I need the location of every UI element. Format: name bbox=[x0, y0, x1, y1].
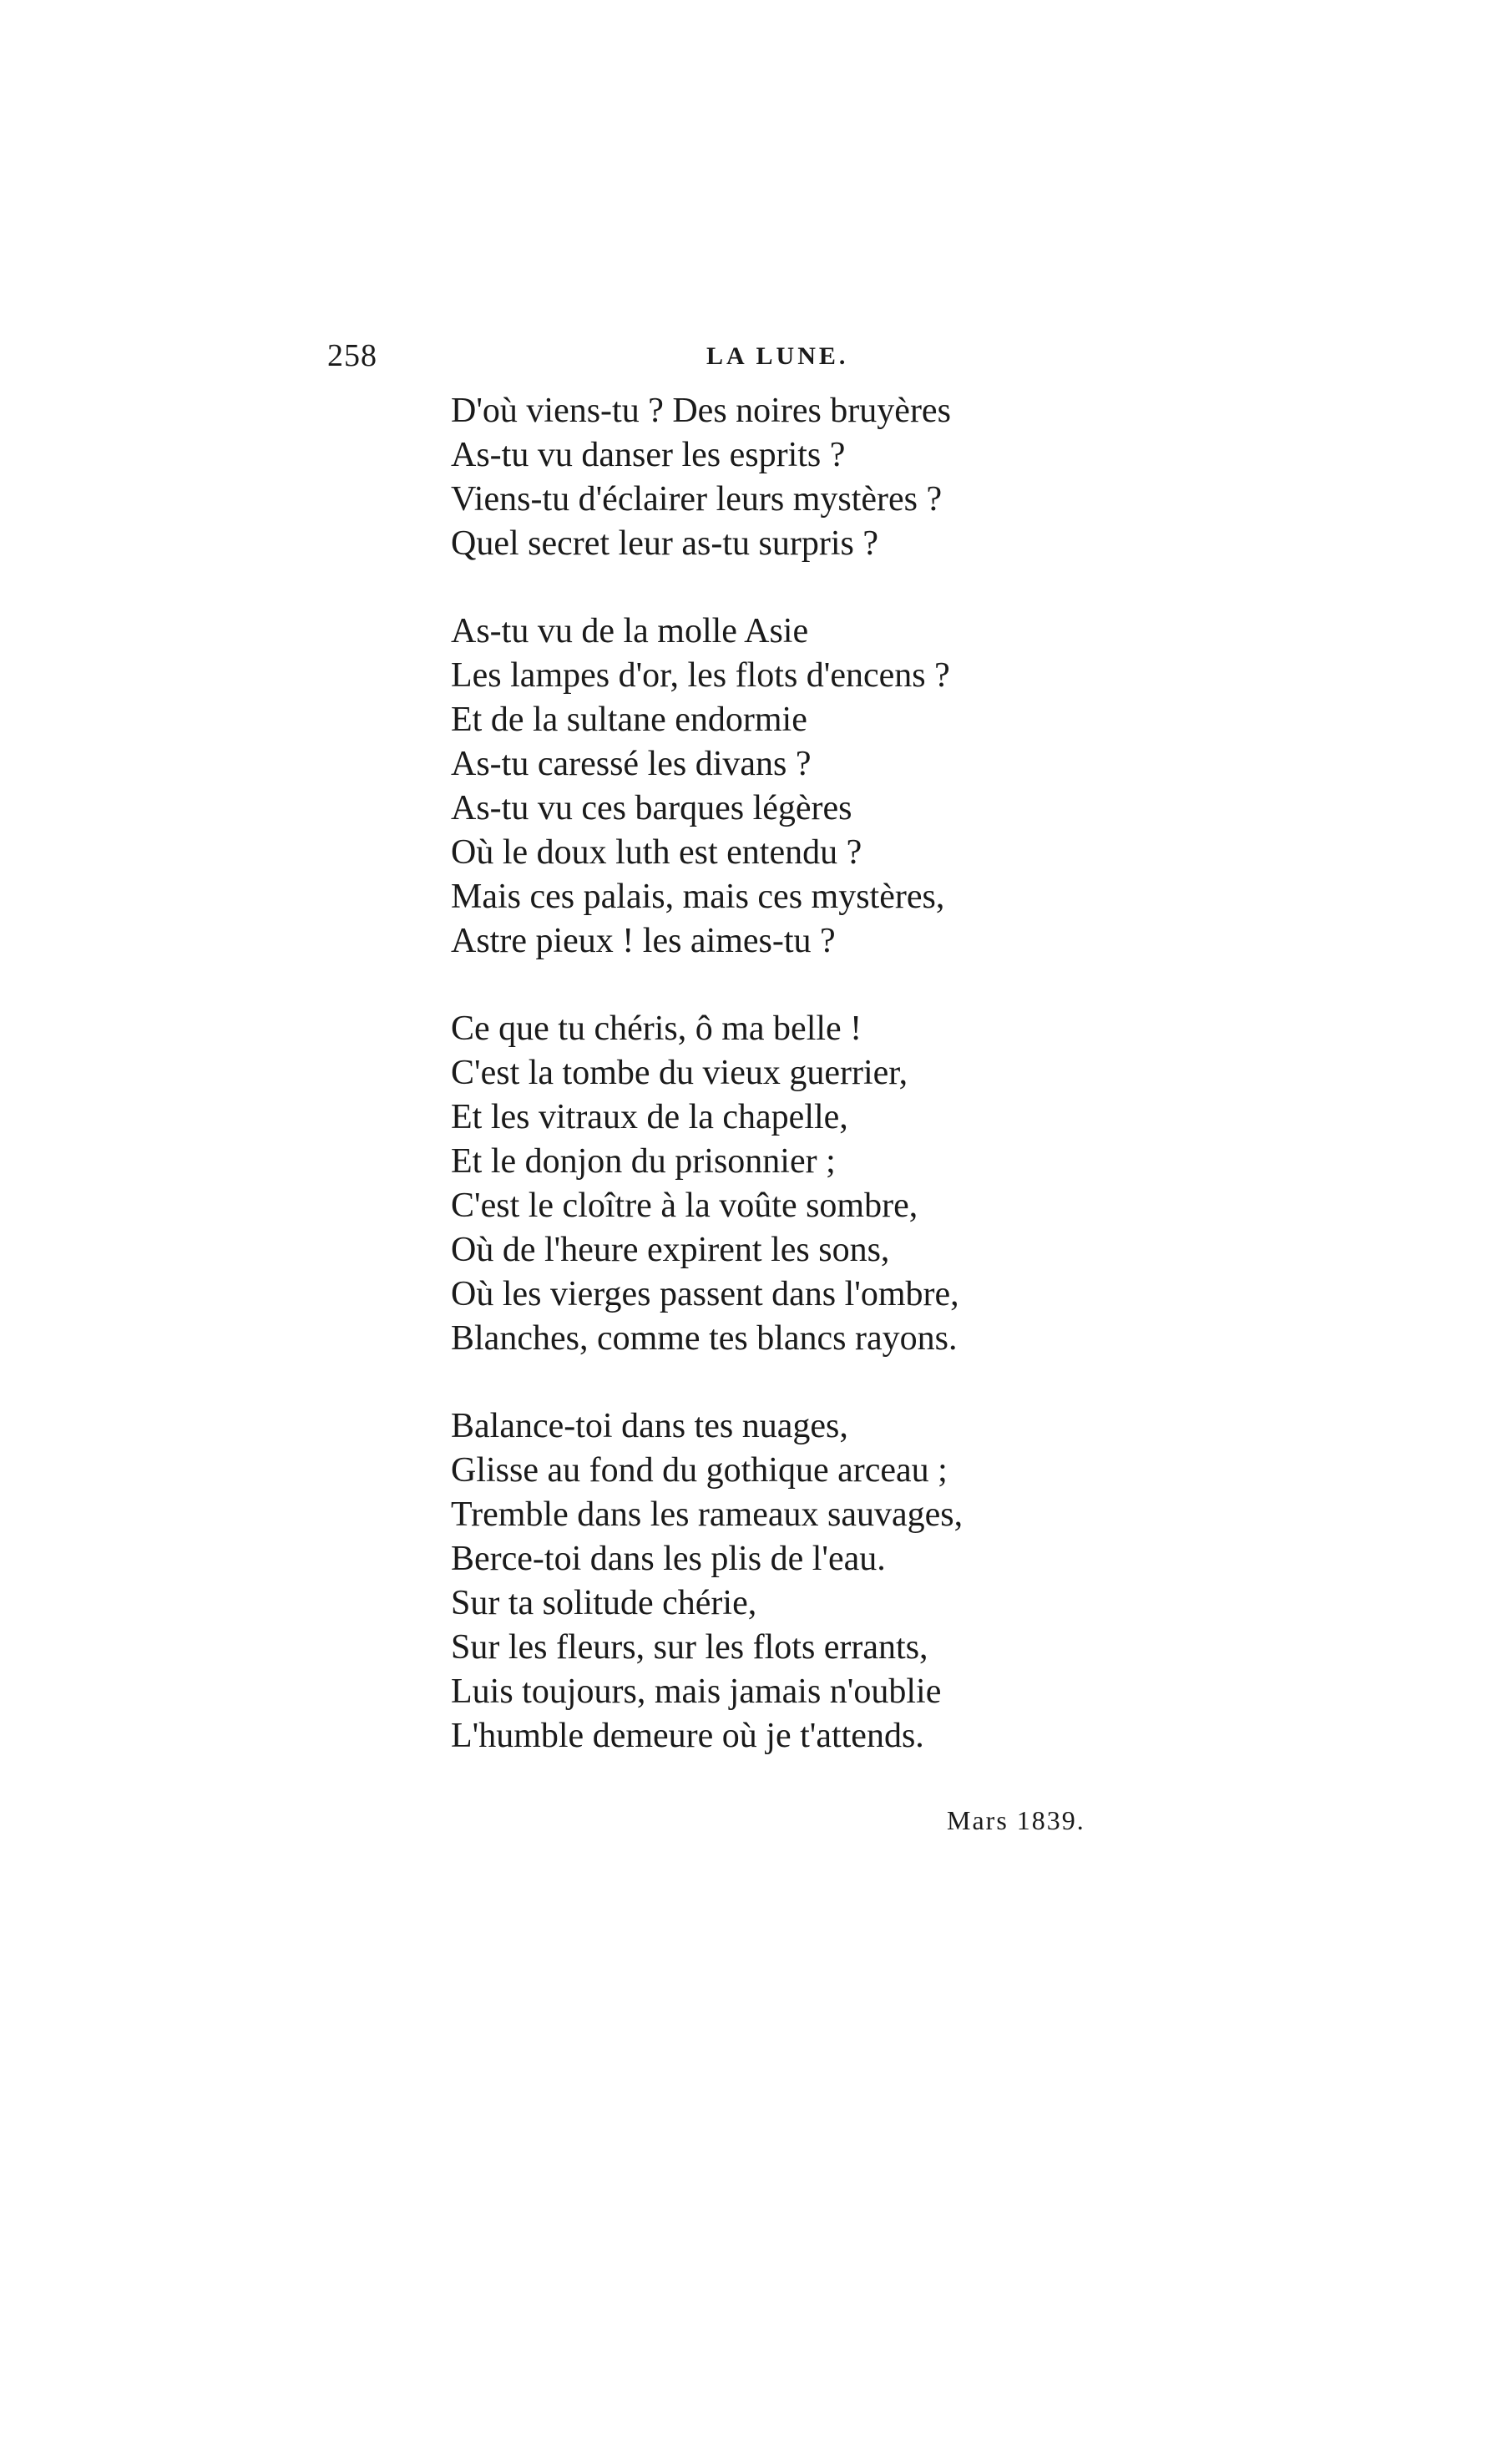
poem-line: Où le doux luth est entendu ? bbox=[451, 833, 862, 872]
poem-line: Glisse au fond du gothique arceau ; bbox=[451, 1451, 948, 1490]
stanza-3 bbox=[451, 1007, 1085, 1361]
date-signature: Mars 1839. bbox=[947, 1805, 1085, 1835]
poem-line: L'humble demeure où je t'attends. bbox=[451, 1717, 924, 1755]
poem-line: Les lampes d'or, les flots d'encens ? bbox=[451, 656, 950, 695]
poem-line: As-tu vu danser les esprits ? bbox=[451, 436, 846, 474]
poem-line: Astre pieux ! les aimes-tu ? bbox=[451, 922, 836, 960]
poem-line: C'est le cloître à la voûte sombre, bbox=[451, 1186, 918, 1225]
poem-line: Ce que tu chéris, ô ma belle ! bbox=[451, 1009, 862, 1048]
poem-line: D'où viens-tu ? Des noires bruyères bbox=[451, 392, 951, 430]
poem-line: Où de l'heure expirent les sons, bbox=[451, 1231, 890, 1269]
page-number: 258 bbox=[327, 338, 377, 373]
poem-line: As-tu vu ces barques légères bbox=[451, 789, 852, 827]
poem-line: As-tu vu de la molle Asie bbox=[451, 612, 809, 650]
poem-line: Blanches, comme tes blancs rayons. bbox=[451, 1319, 958, 1358]
poem-line: Quel secret leur as-tu surpris ? bbox=[451, 524, 878, 563]
poem-line: Et le donjon du prisonnier ; bbox=[451, 1142, 836, 1181]
poem-line: Et les vitraux de la chapelle, bbox=[451, 1098, 848, 1136]
poem bbox=[451, 389, 1085, 1802]
running-title: LA LUNE. bbox=[706, 342, 849, 370]
stanza-2 bbox=[451, 610, 1085, 964]
poem-line: Sur ta solitude chérie, bbox=[451, 1584, 757, 1622]
poem-line: Et de la sultane endormie bbox=[451, 701, 807, 739]
poem-line: Berce-toi dans les plis de l'eau. bbox=[451, 1540, 886, 1578]
poem-line: Où les vierges passent dans l'ombre, bbox=[451, 1275, 959, 1313]
poem-line: Viens-tu d'éclairer leurs mystères ? bbox=[451, 480, 943, 519]
poem-line: C'est la tombe du vieux guerrier, bbox=[451, 1054, 908, 1092]
poem-line: Mais ces palais, mais ces mystères, bbox=[451, 878, 945, 916]
poem-line: As-tu caressé les divans ? bbox=[451, 745, 812, 783]
poem-line: Tremble dans les rameaux sauvages, bbox=[451, 1495, 964, 1534]
poem-line: Sur les fleurs, sur les flots errants, bbox=[451, 1628, 928, 1667]
poem-line: Balance-toi dans tes nuages, bbox=[451, 1407, 848, 1445]
stanza-1 bbox=[451, 389, 1085, 566]
poem-line: Luis toujours, mais jamais n'oublie bbox=[451, 1672, 942, 1711]
stanza-4 bbox=[451, 1404, 1085, 1758]
